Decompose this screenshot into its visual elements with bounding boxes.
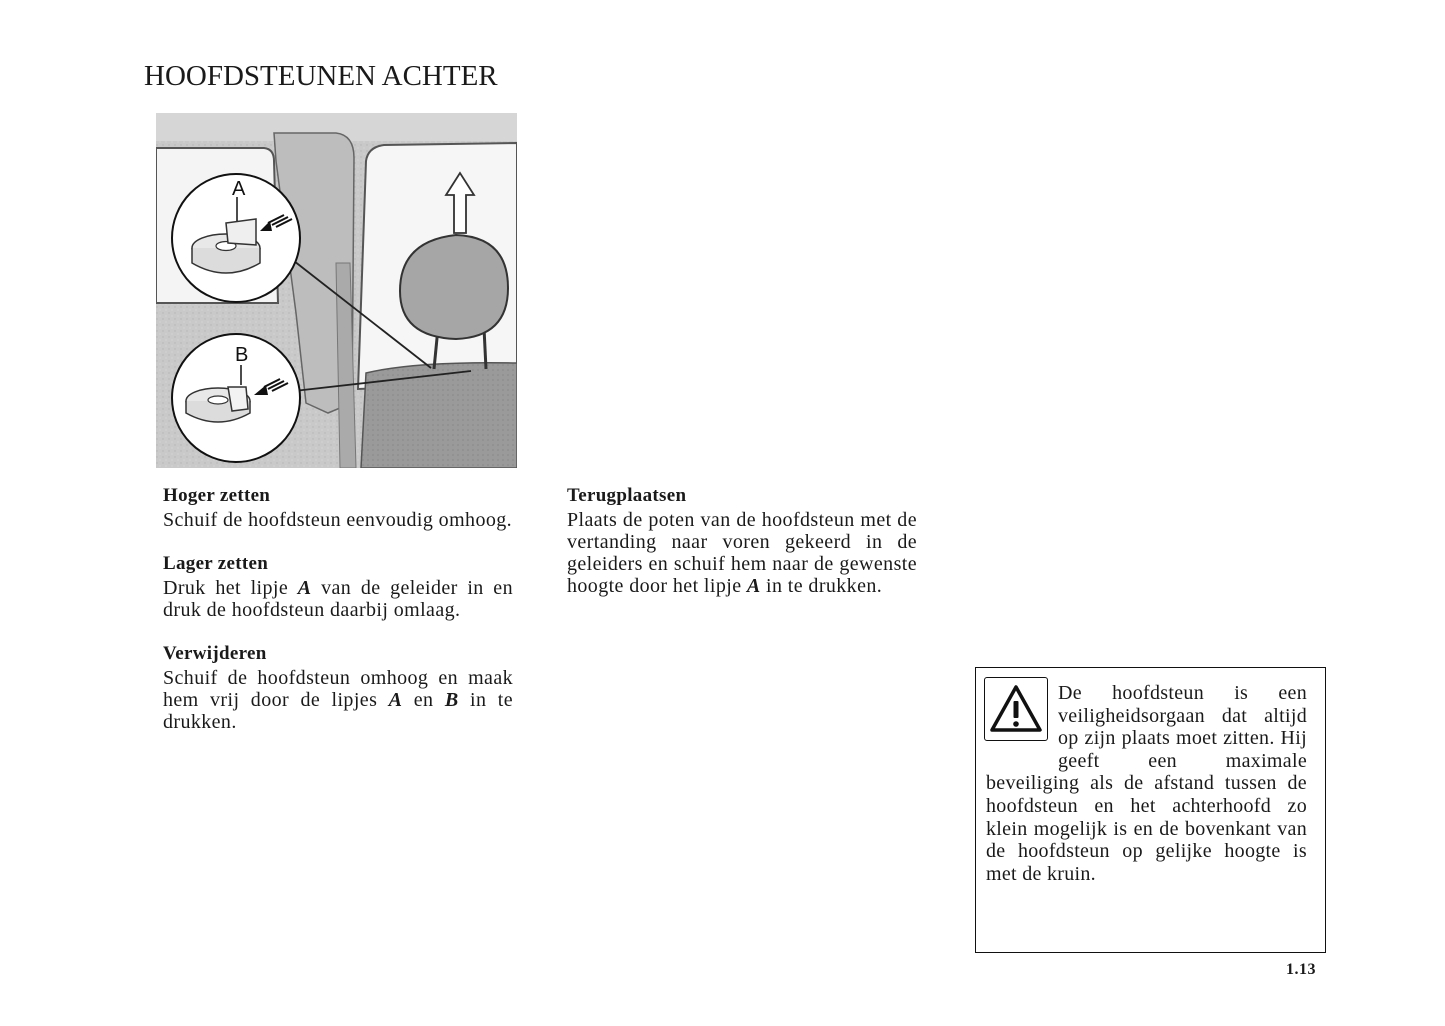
page-number: 1.13 bbox=[1286, 961, 1316, 978]
raise-heading: Hoger zetten bbox=[163, 485, 271, 506]
callout-a bbox=[172, 174, 300, 302]
lower-text: Druk het lipje A van de geleider in en druk de hoofdsteun daarbij omlaag. bbox=[163, 577, 513, 621]
remove-text: Schuif de hoofdsteun omhoog en maak hem vrij door de lipjes A en B in te drukken. bbox=[163, 667, 513, 733]
refit-heading: Terugplaatsen bbox=[567, 485, 687, 506]
callout-b bbox=[172, 334, 300, 462]
tab-a-ref: A bbox=[297, 577, 312, 599]
remove-heading: Verwijderen bbox=[163, 643, 267, 664]
headrest-illustration bbox=[156, 113, 517, 468]
lower-heading: Lager zetten bbox=[163, 553, 269, 574]
tab-a-ref: A bbox=[746, 575, 761, 597]
warning-box bbox=[975, 667, 1326, 953]
tab-a-ref: A bbox=[388, 689, 403, 711]
page-title: HOOFDSTEUNEN ACHTER bbox=[144, 60, 498, 92]
warning-text: De hoofdsteun is een veiligheidsorgaan dat altijd op zijn plaats moet zitten. Hij geeft een maximale beveiliging als de afstand tussen de hoofdsteun en het achterhoofd zo klein mogelijk is en de bovenkant van de hoofdsteun op gelijke hoogte is met de kruin. bbox=[986, 682, 1307, 885]
callout-b-label: B bbox=[235, 344, 249, 366]
tab-b-ref: B bbox=[444, 689, 459, 711]
headrest-diagram bbox=[156, 113, 517, 468]
middle-column bbox=[567, 484, 917, 618]
left-column bbox=[163, 484, 513, 754]
headrest bbox=[400, 235, 508, 339]
raise-text: Schuif de hoofdsteun eenvoudig omhoog. bbox=[163, 509, 513, 531]
callout-a-label: A bbox=[232, 178, 246, 200]
refit-text: Plaats de poten van de hoofdsteun met de vertanding naar voren gekeerd in de geleiders en schuif hem naar de gewenste hoogte door het lipje A in te drukken. bbox=[567, 509, 917, 597]
seat-back bbox=[361, 363, 517, 468]
